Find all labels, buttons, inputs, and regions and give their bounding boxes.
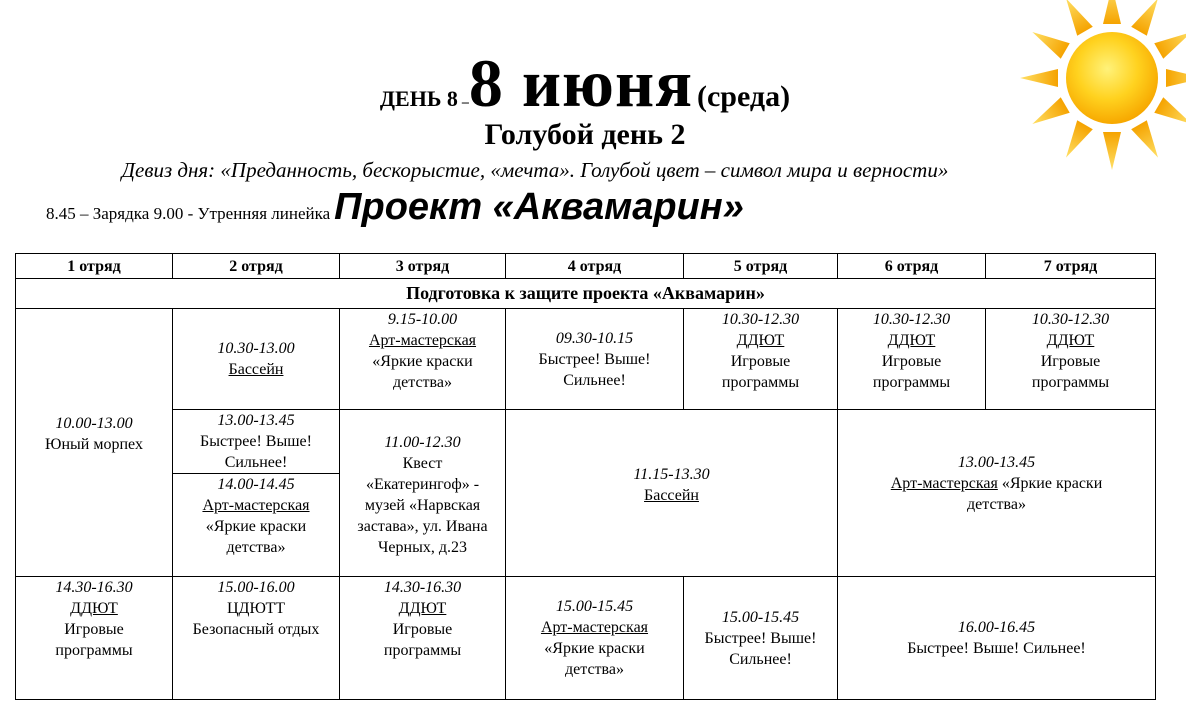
column-header: 6 отряд <box>838 254 986 279</box>
title-dash: – <box>461 95 469 110</box>
table-header-row <box>16 254 1156 279</box>
cell-text: застава», ул. Ивана <box>357 518 488 535</box>
cell-time: 11.15-13.30 <box>633 466 710 483</box>
title-weekday: (среда) <box>697 80 791 113</box>
cell-text: Игровые <box>881 353 942 370</box>
column-header: 3 отряд <box>340 254 506 279</box>
sun-ray <box>1103 0 1121 24</box>
cell-time: 10.30-12.30 <box>721 311 800 328</box>
cell-text: программы <box>721 374 800 391</box>
schedule-cell <box>340 577 506 700</box>
cell-text: детства» <box>226 539 286 556</box>
project-prep-cell: Подготовка к защите проекта «Аквамарин» <box>16 279 1156 309</box>
cell-text: детства» <box>565 661 624 678</box>
cell-text: «Яркие краски <box>997 474 1103 492</box>
cell-time: 14.30-16.30 <box>55 579 133 596</box>
schedule-cell <box>838 410 1156 577</box>
cell-text: «Яркие краски <box>544 640 645 657</box>
schedule-cell <box>506 309 684 410</box>
cell-text: детства» <box>967 495 1026 513</box>
morning-schedule <box>46 186 744 229</box>
cell-place: ДДЮТ <box>70 600 118 617</box>
cell-place: ЦДЮТТ <box>226 600 286 617</box>
schedule-cell <box>340 309 506 410</box>
title-date: 8 июня <box>468 45 693 121</box>
schedule-cell <box>506 410 838 577</box>
cell-time: 14.00-14.45 <box>217 476 295 493</box>
cell-text: программы <box>55 642 133 659</box>
cell-text: Сильнее! <box>729 650 792 668</box>
cell-time: 16.00-16.45 <box>957 619 1036 636</box>
column-header: 5 отряд <box>684 254 838 279</box>
column-header: 2 отряд <box>173 254 340 279</box>
table-row <box>16 410 1156 474</box>
cell-time: 13.00-13.45 <box>957 453 1036 471</box>
column-header: 4 отряд <box>506 254 684 279</box>
cell-time: 10.30-12.30 <box>1031 311 1110 328</box>
cell-time: 10.30-12.30 <box>872 311 951 328</box>
cell-time: 13.00-13.45 <box>217 412 295 429</box>
table-row <box>16 577 1156 700</box>
cell-text: Сильнее! <box>224 454 288 471</box>
cell-text: Юный морпех <box>45 435 143 453</box>
cell-text: Игровые <box>392 621 453 638</box>
cell-time: 14.30-16.30 <box>383 579 462 596</box>
cell-time: 15.00-16.00 <box>217 579 295 596</box>
cell-text: программы <box>1031 374 1110 391</box>
project-title: Проект «Аквамарин» <box>334 186 744 228</box>
schedule-cell <box>173 474 340 577</box>
day-subtitle: Голубой день 2 <box>484 118 686 151</box>
cell-time: 09.30-10.15 <box>555 329 634 347</box>
cell-text: Игровые <box>64 621 124 638</box>
cell-text: Игровые <box>1040 353 1101 370</box>
cell-text: Сильнее! <box>563 371 626 389</box>
cell-text: «Яркие краски <box>372 353 473 370</box>
cell-place: ДДЮТ <box>1046 332 1095 349</box>
day-number: ДЕНЬ 8 <box>379 86 458 111</box>
schedule-text: 8.45 – Зарядка 9.00 - Утренняя линейка <box>46 204 331 223</box>
schedule-cell <box>16 309 173 577</box>
page-title <box>0 44 1170 124</box>
schedule-cell <box>684 577 838 700</box>
cell-text: Игровые <box>730 353 791 370</box>
cell-time: 9.15-10.00 <box>387 311 458 328</box>
cell-place: ДДЮТ <box>398 600 447 617</box>
cell-text: «Екатерингоф» - <box>365 476 480 493</box>
schedule-cell <box>173 410 340 474</box>
cell-place: ДДЮТ <box>736 332 785 349</box>
cell-time: 10.00-13.00 <box>55 414 133 432</box>
cell-time: 10.30-13.00 <box>217 340 295 357</box>
cell-time: 15.00-15.45 <box>721 608 800 626</box>
schedule-cell <box>173 309 340 410</box>
cell-place: Бассейн <box>228 361 284 378</box>
schedule-table <box>15 253 1156 700</box>
cell-text: «Яркие краски <box>205 518 307 535</box>
cell-text: Быстрее! Выше! <box>200 433 312 450</box>
cell-text: Черных, д.23 <box>378 539 467 556</box>
cell-time: 11.00-12.30 <box>384 434 461 451</box>
sun-ray <box>1131 0 1166 36</box>
cell-text: программы <box>383 642 462 659</box>
schedule-cell <box>340 410 506 577</box>
table-row <box>16 279 1156 309</box>
day-motto: Девиз дня: «Преданность, бескорыстие, «мечта». Голубой цвет – символ мира и верности» <box>121 158 949 182</box>
column-header: 1 отряд <box>16 254 173 279</box>
cell-place: ДДЮТ <box>887 332 936 349</box>
sun-ray <box>1058 0 1093 36</box>
cell-place: Бассейн <box>644 487 699 504</box>
cell-time: 15.00-15.45 <box>555 598 634 615</box>
cell-place: Арт-мастерская <box>368 332 477 349</box>
cell-text: Быстрее! Выше! <box>538 350 651 368</box>
schedule-cell <box>986 309 1156 410</box>
cell-text: Безопасный отдых <box>192 621 320 638</box>
schedule-cell <box>838 309 986 410</box>
cell-text: Быстрее! Выше! <box>704 629 817 647</box>
cell-place: Арт-мастерская <box>890 474 998 492</box>
schedule-cell <box>506 577 684 700</box>
column-header: 7 отряд <box>986 254 1156 279</box>
cell-text: музей «Нарвская <box>364 497 481 514</box>
schedule-cell <box>16 577 173 700</box>
schedule-cell <box>173 577 340 700</box>
table-row <box>16 309 1156 410</box>
cell-place: Арт-мастерская <box>540 619 649 636</box>
cell-text: программы <box>872 374 951 391</box>
schedule-cell <box>838 577 1156 700</box>
cell-place: Арт-мастерская <box>202 497 310 514</box>
cell-text: Быстрее! Выше! Сильнее! <box>907 640 1086 657</box>
cell-text: детства» <box>393 374 452 391</box>
schedule-cell <box>684 309 838 410</box>
cell-text: Квест <box>402 455 443 472</box>
